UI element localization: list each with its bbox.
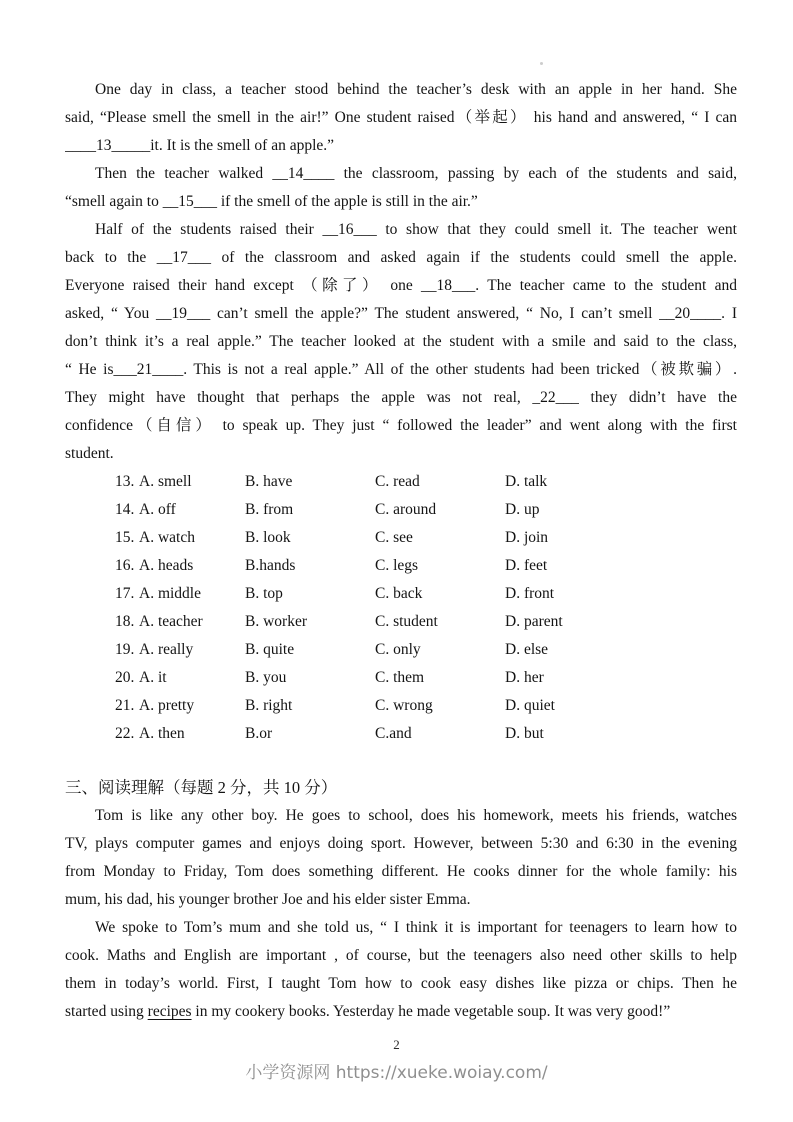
option-c: C. them: [375, 669, 425, 686]
option-a: A. it: [139, 669, 167, 686]
option-b: B. you: [245, 669, 287, 686]
option-c: C.and: [375, 725, 412, 742]
text-line: [65, 216, 737, 244]
option-row: [65, 636, 737, 664]
option-c: C. read: [375, 473, 420, 490]
option-d: D. talk: [505, 473, 548, 490]
option-d: D. parent: [505, 613, 563, 630]
cloze-passage: [65, 76, 737, 468]
text-segment: They might have thought that perhaps the apple was not real, _22___ they didn’t have the: [65, 389, 737, 406]
text-line: [65, 970, 737, 998]
text-segment: “ He is___21____. This is not a real apple.” All of the other students had been tricked（被欺骗）.: [65, 361, 737, 378]
option-number: 13.: [115, 473, 135, 490]
text-segment: Half of the students raised their __16___ to show that they could smell it. The teacher went: [95, 221, 737, 238]
stray-dot-mark: [540, 62, 543, 65]
option-a: A. middle: [139, 585, 201, 602]
option-row: [65, 692, 737, 720]
option-number: 19.: [115, 641, 135, 658]
reading-passage: [65, 802, 737, 1026]
text-line: [65, 104, 737, 132]
option-d: D. feet: [505, 557, 548, 574]
option-number: 17.: [115, 585, 135, 602]
text-segment: We spoke to Tom’s mum and she told us, “ I think it is important for teenagers to learn how to: [95, 919, 737, 936]
text-line: [65, 76, 737, 104]
option-a: A. teacher: [139, 613, 203, 630]
option-d: D. join: [505, 529, 549, 546]
text-segment: Then the teacher walked __14____ the classroom, passing by each of the students and said,: [95, 165, 737, 182]
option-d: D. front: [505, 585, 555, 602]
option-a: A. smell: [139, 473, 192, 490]
option-b: B. right: [245, 697, 293, 714]
text-line: [65, 412, 737, 440]
text-segment: in my cookery books. Yesterday he made vegetable soup. It was very good!”: [191, 1003, 671, 1020]
text-segment: back to the __17___ of the classroom and asked again if the students could smell the apple.: [65, 249, 737, 266]
option-b: B.hands: [245, 557, 296, 574]
text-line: [65, 300, 737, 328]
text-line: [65, 886, 737, 914]
text-line: [65, 188, 737, 216]
option-c: C. legs: [375, 557, 419, 574]
option-d: D. but: [505, 725, 544, 742]
option-row: [65, 664, 737, 692]
text-line: [65, 328, 737, 356]
option-d: D. up: [505, 501, 540, 518]
underlined-word: recipes: [147, 1003, 192, 1020]
text-line: [65, 160, 737, 188]
paragraph: [65, 802, 737, 914]
blank-line-spacer: [65, 748, 737, 774]
text-segment: from Monday to Friday, Tom does something different. He cooks dinner for the whole family: his: [65, 863, 737, 880]
text-segment: don’t think it’s a real apple.” The teacher looked at the student with a smile and said to the class,: [65, 333, 737, 350]
footer-site-text: 小学资源网 https://xueke.woiay.com/: [245, 1063, 548, 1083]
text-segment: said, “Please smell the smell in the air!” One student raised（举起） his hand and answered, “ I can: [65, 109, 737, 126]
option-number: 16.: [115, 557, 135, 574]
text-line: [65, 802, 737, 830]
paragraph: [65, 216, 737, 468]
option-row: [65, 720, 737, 748]
text-line: [65, 272, 737, 300]
option-a: A. watch: [139, 529, 195, 546]
option-row: [65, 580, 737, 608]
option-d: D. else: [505, 641, 549, 658]
paragraph: [65, 914, 737, 1026]
text-segment: them in today’s world. First, I taught Tom how to cook easy dishes like pizza or chips. Then he: [65, 975, 737, 992]
option-b: B. look: [245, 529, 291, 546]
text-line: [65, 998, 737, 1026]
option-row: [65, 552, 737, 580]
text-segment: TV, plays computer games and enjoys doing sport. However, between 5:30 and 6:30 in the evening: [65, 835, 737, 852]
option-a: A. off: [139, 501, 176, 518]
text-segment: cook. Maths and English are important , of course, but the teenagers also need other skills to help: [65, 947, 737, 964]
option-b: B. have: [245, 473, 293, 490]
option-row: [65, 496, 737, 524]
text-segment: Tom is like any other boy. He goes to school, does his homework, meets his friends, watches: [95, 807, 737, 824]
option-d: D. quiet: [505, 697, 555, 714]
option-number: 22.: [115, 725, 135, 742]
option-c: C. student: [375, 613, 438, 630]
option-number: 15.: [115, 529, 135, 546]
text-segment: asked, “ You __19___ can’t smell the apple?” The student answered, “ No, I can’t smell __20____. I: [65, 305, 737, 322]
option-d: D. her: [505, 669, 544, 686]
text-segment: ____13_____it. It is the smell of an apple.”: [65, 137, 335, 154]
text-line: [65, 384, 737, 412]
option-c: C. see: [375, 529, 413, 546]
paragraph: [65, 160, 737, 216]
paragraph: [65, 76, 737, 160]
text-segment: confidence（自信） to speak up. They just “ followed the leader” and went along with the first: [65, 417, 737, 434]
text-line: [65, 858, 737, 886]
cloze-options-table: [65, 468, 737, 748]
text-line: [65, 440, 737, 468]
text-segment: student.: [65, 445, 114, 462]
option-number: 21.: [115, 697, 135, 714]
option-number: 18.: [115, 613, 135, 630]
option-b: B. from: [245, 501, 294, 518]
reading-section-heading: 三、阅读理解（每题 2 分，共 10 分）: [65, 778, 338, 797]
option-c: C. wrong: [375, 697, 433, 714]
option-a: A. then: [139, 725, 185, 742]
text-line: [65, 132, 737, 160]
option-b: B. quite: [245, 641, 295, 658]
page-content: [65, 76, 737, 1026]
option-b: B. top: [245, 585, 283, 602]
option-a: A. pretty: [139, 697, 195, 714]
text-segment: Everyone raised their hand except （除了） one __18___. The teacher came to the student and: [65, 277, 737, 294]
option-a: A. really: [139, 641, 194, 658]
text-segment: started using: [65, 1003, 148, 1020]
option-c: C. back: [375, 585, 423, 602]
option-number: 20.: [115, 669, 135, 686]
page-number: 2: [393, 1037, 400, 1052]
option-row: [65, 524, 737, 552]
option-c: C. around: [375, 501, 437, 518]
text-line: [65, 830, 737, 858]
option-c: C. only: [375, 641, 421, 658]
option-b: B.or: [245, 725, 273, 742]
text-line: [65, 914, 737, 942]
text-segment: One day in class, a teacher stood behind the teacher’s desk with an apple in her hand. She: [95, 81, 737, 98]
option-number: 14.: [115, 501, 135, 518]
text-line: [65, 244, 737, 272]
text-segment: mum, his dad, his younger brother Joe and his elder sister Emma.: [65, 891, 471, 908]
text-segment: “smell again to __15___ if the smell of the apple is still in the air.”: [65, 193, 478, 210]
option-row: [65, 468, 737, 496]
option-row: [65, 608, 737, 636]
text-line: [65, 942, 737, 970]
option-a: A. heads: [139, 557, 194, 574]
option-b: B. worker: [245, 613, 307, 630]
text-line: [65, 356, 737, 384]
